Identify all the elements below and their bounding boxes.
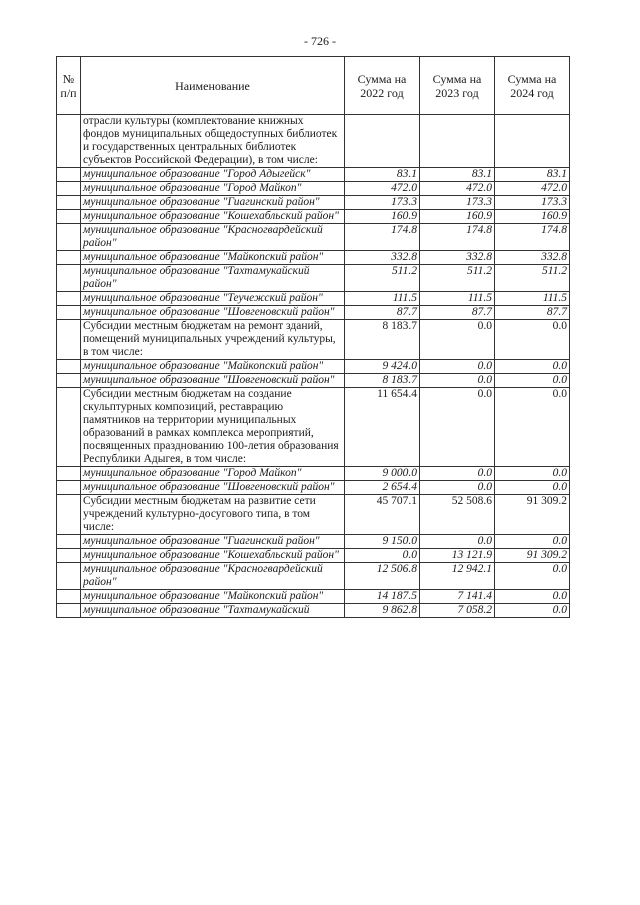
header-num: № п/п: [57, 57, 81, 115]
row-name: муниципальное образование "Гиагинский район": [81, 196, 345, 210]
row-sum-2023: 0.0: [420, 360, 495, 374]
table-row: [57, 535, 570, 549]
row-sum-2023: 7 141.4: [420, 590, 495, 604]
row-num-cell: [57, 549, 81, 563]
row-sum-2022: 11 654.4: [345, 388, 420, 467]
row-sum-2024: 332.8: [495, 251, 570, 265]
table-row: [57, 320, 570, 360]
table-row: [57, 292, 570, 306]
row-sum-2024: 160.9: [495, 210, 570, 224]
row-num-cell: [57, 168, 81, 182]
row-num-cell: [57, 481, 81, 495]
table-row: [57, 388, 570, 467]
row-name: муниципальное образование "Шовгеновский район": [81, 306, 345, 320]
table-row: [57, 481, 570, 495]
row-sum-2022: 9 150.0: [345, 535, 420, 549]
row-sum-2024: 87.7: [495, 306, 570, 320]
table-row: [57, 196, 570, 210]
row-sum-2023: 7 058.2: [420, 604, 495, 618]
row-sum-2024: 173.3: [495, 196, 570, 210]
row-sum-2022: 111.5: [345, 292, 420, 306]
row-name: муниципальное образование "Красногвардейский район": [81, 224, 345, 251]
row-sum-2024: 91 309.2: [495, 549, 570, 563]
row-sum-2024: 111.5: [495, 292, 570, 306]
row-sum-2024: 0.0: [495, 320, 570, 360]
row-sum-2023: 472.0: [420, 182, 495, 196]
header-2024: Сумма на 2024 год: [495, 57, 570, 115]
row-num-cell: [57, 604, 81, 618]
row-name: Субсидии местным бюджетам на развитие сети учреждений культурно-досугового типа, в том числе:: [81, 495, 345, 535]
row-num-cell: [57, 182, 81, 196]
row-sum-2023: 332.8: [420, 251, 495, 265]
row-name: муниципальное образование "Город Майкоп": [81, 467, 345, 481]
table-row: [57, 360, 570, 374]
row-sum-2024: 0.0: [495, 388, 570, 467]
row-sum-2023: 0.0: [420, 467, 495, 481]
row-num-cell: [57, 495, 81, 535]
row-name: муниципальное образование "Шовгеновский район": [81, 374, 345, 388]
table-row: [57, 604, 570, 618]
row-sum-2022: 45 707.1: [345, 495, 420, 535]
row-name: муниципальное образование "Шовгеновский район": [81, 481, 345, 495]
page-number: - 726 -: [304, 34, 336, 48]
row-num-cell: [57, 467, 81, 481]
row-sum-2023: 83.1: [420, 168, 495, 182]
row-sum-2023: 87.7: [420, 306, 495, 320]
row-sum-2024: 0.0: [495, 374, 570, 388]
row-sum-2023: 13 121.9: [420, 549, 495, 563]
row-name: отрасли культуры (комплектование книжных фондов муниципальных общедоступных библиотек и государственных центральных библиотек субъектов Российской Федерации), в том числе:: [81, 115, 345, 168]
row-num-cell: [57, 196, 81, 210]
row-sum-2022: 8 183.7: [345, 320, 420, 360]
row-name: муниципальное образование "Майкопский район": [81, 251, 345, 265]
row-sum-2024: 91 309.2: [495, 495, 570, 535]
row-sum-2022: [345, 115, 420, 168]
row-sum-2022: 83.1: [345, 168, 420, 182]
row-sum-2022: 0.0: [345, 549, 420, 563]
row-name: Субсидии местным бюджетам на создание скульптурных композиций, реставрацию памятников на территории муниципальных образований в рамках комплекса мероприятий, посвященных празднованию 100-летия образования Республики Адыгея, в том числе:: [81, 388, 345, 467]
row-num-cell: [57, 360, 81, 374]
table-row: [57, 210, 570, 224]
row-name: муниципальное образование "Кошехабльский район": [81, 210, 345, 224]
row-sum-2022: 174.8: [345, 224, 420, 251]
row-name: Субсидии местным бюджетам на ремонт зданий, помещений муниципальных учреждений культуры, в том числе:: [81, 320, 345, 360]
row-sum-2022: 173.3: [345, 196, 420, 210]
row-name: муниципальное образование "Красногвардейский район": [81, 563, 345, 590]
row-sum-2023: 173.3: [420, 196, 495, 210]
table-row: [57, 495, 570, 535]
row-sum-2023: 511.2: [420, 265, 495, 292]
row-num-cell: [57, 374, 81, 388]
row-name: муниципальное образование "Город Майкоп": [81, 182, 345, 196]
row-name: муниципальное образование "Тахтамукайский район": [81, 265, 345, 292]
row-sum-2023: 160.9: [420, 210, 495, 224]
row-sum-2023: 52 508.6: [420, 495, 495, 535]
table-row: [57, 224, 570, 251]
row-sum-2022: 87.7: [345, 306, 420, 320]
row-sum-2022: 12 506.8: [345, 563, 420, 590]
table-row: [57, 374, 570, 388]
row-num-cell: [57, 265, 81, 292]
row-sum-2024: 174.8: [495, 224, 570, 251]
row-sum-2023: 0.0: [420, 388, 495, 467]
row-sum-2022: 9 424.0: [345, 360, 420, 374]
row-sum-2022: 511.2: [345, 265, 420, 292]
row-num-cell: [57, 590, 81, 604]
table-row: [57, 549, 570, 563]
row-num-cell: [57, 115, 81, 168]
row-sum-2022: 160.9: [345, 210, 420, 224]
row-sum-2024: 0.0: [495, 590, 570, 604]
row-sum-2023: [420, 115, 495, 168]
row-sum-2022: 472.0: [345, 182, 420, 196]
row-num-cell: [57, 535, 81, 549]
row-sum-2023: 111.5: [420, 292, 495, 306]
row-sum-2023: 0.0: [420, 535, 495, 549]
row-sum-2023: 0.0: [420, 320, 495, 360]
row-name: муниципальное образование "Город Адыгейск": [81, 168, 345, 182]
row-num-cell: [57, 210, 81, 224]
row-sum-2022: 332.8: [345, 251, 420, 265]
row-sum-2024: 0.0: [495, 360, 570, 374]
header-2023: Сумма на 2023 год: [420, 57, 495, 115]
row-sum-2023: 0.0: [420, 374, 495, 388]
table-row: [57, 115, 570, 168]
table-row: [57, 590, 570, 604]
row-sum-2024: 0.0: [495, 563, 570, 590]
row-name: муниципальное образование "Майкопский район": [81, 590, 345, 604]
row-sum-2024: 0.0: [495, 481, 570, 495]
table-row: [57, 563, 570, 590]
table-row: [57, 251, 570, 265]
row-sum-2022: 9 862.8: [345, 604, 420, 618]
row-num-cell: [57, 224, 81, 251]
row-sum-2024: 511.2: [495, 265, 570, 292]
row-name: муниципальное образование "Тахтамукайский: [81, 604, 345, 618]
row-sum-2023: 12 942.1: [420, 563, 495, 590]
table-row: [57, 168, 570, 182]
row-name: муниципальное образование "Гиагинский район": [81, 535, 345, 549]
row-sum-2022: 2 654.4: [345, 481, 420, 495]
table-header-row: [57, 57, 570, 115]
table-row: [57, 265, 570, 292]
row-name: муниципальное образование "Кошехабльский район": [81, 549, 345, 563]
row-sum-2022: 14 187.5: [345, 590, 420, 604]
row-sum-2024: 0.0: [495, 604, 570, 618]
row-num-cell: [57, 292, 81, 306]
row-num-cell: [57, 320, 81, 360]
row-num-cell: [57, 388, 81, 467]
table-row: [57, 306, 570, 320]
header-2022: Сумма на 2022 год: [345, 57, 420, 115]
row-num-cell: [57, 563, 81, 590]
row-num-cell: [57, 251, 81, 265]
row-name: муниципальное образование "Теучежский район": [81, 292, 345, 306]
row-sum-2023: 0.0: [420, 481, 495, 495]
row-sum-2024: 0.0: [495, 535, 570, 549]
table-row: [57, 182, 570, 196]
row-sum-2022: 8 183.7: [345, 374, 420, 388]
row-sum-2023: 174.8: [420, 224, 495, 251]
row-name: муниципальное образование "Майкопский район": [81, 360, 345, 374]
row-sum-2024: [495, 115, 570, 168]
budget-table: [56, 56, 570, 618]
row-num-cell: [57, 306, 81, 320]
row-sum-2022: 9 000.0: [345, 467, 420, 481]
header-name: Наименование: [81, 57, 345, 115]
row-sum-2024: 83.1: [495, 168, 570, 182]
table-row: [57, 467, 570, 481]
row-sum-2024: 0.0: [495, 467, 570, 481]
row-sum-2024: 472.0: [495, 182, 570, 196]
